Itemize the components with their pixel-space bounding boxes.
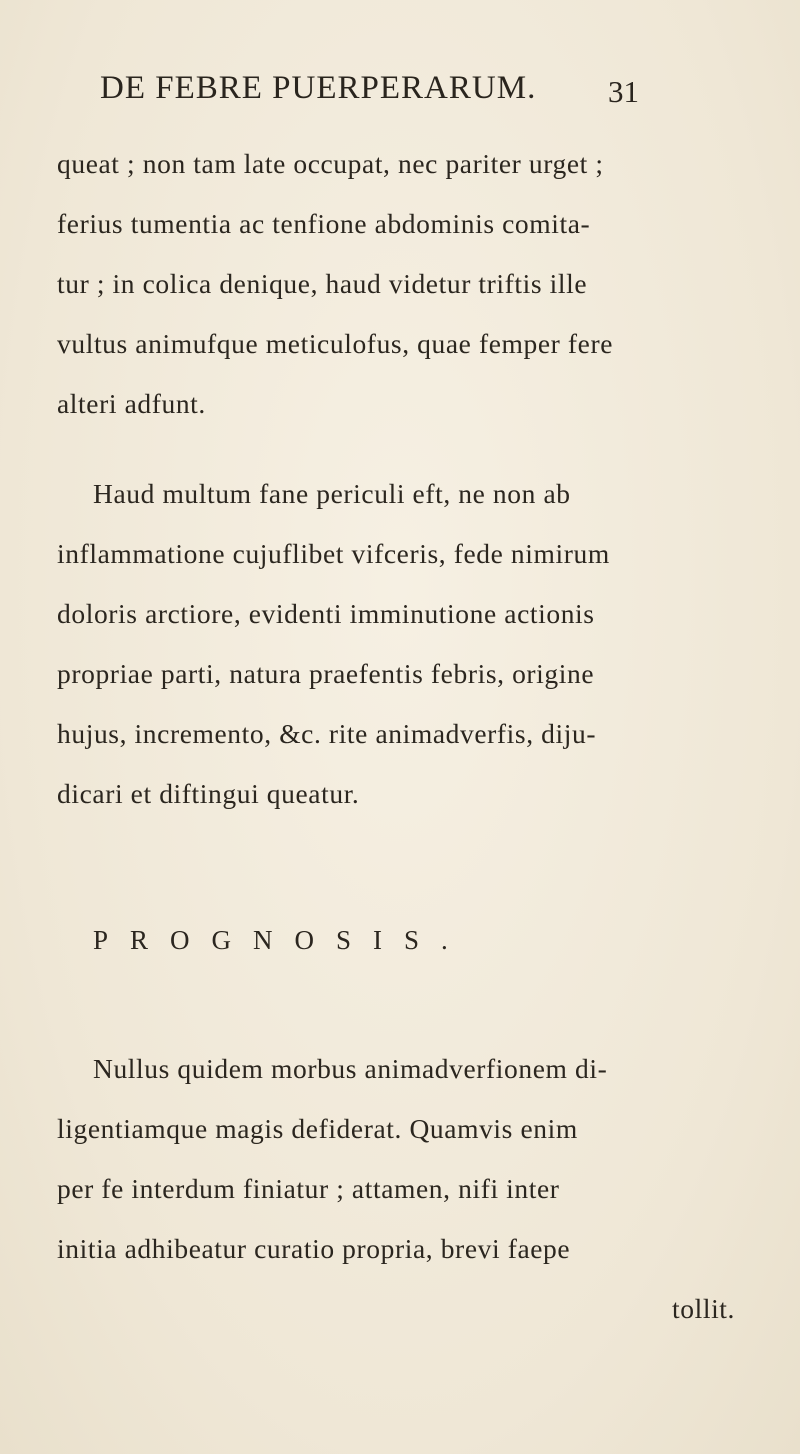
text-line: ligentiamque magis defiderat. Quamvis enim <box>57 1113 578 1144</box>
text-line: hujus, incremento, &c. rite animadverfis, diju- <box>57 718 597 749</box>
text-line: ferius tumentia ac tenfione abdominis comita- <box>57 208 591 239</box>
text-line: Nullus quidem morbus animadverfionem di- <box>93 1053 608 1084</box>
text-line: vultus animufque meticulofus, quae femper fere <box>57 328 614 359</box>
text-line: per fe interdum finiatur ; attamen, nifi inter <box>57 1173 560 1204</box>
text-line: queat ; non tam late occupat, nec pariter urget ; <box>57 148 604 179</box>
text-line: tollit. <box>672 1293 736 1324</box>
text-line: initia adhibeatur curatio propria, brevi faepe <box>57 1233 571 1264</box>
page-number: 31 <box>608 74 639 109</box>
text-line: tur ; in colica denique, haud videtur triftis ille <box>57 268 588 299</box>
text-line: propriae parti, natura praefentis febris, origine <box>57 658 595 689</box>
text-line: Haud multum fane periculi eft, ne non ab <box>93 478 571 509</box>
text-line: inflammatione cujuflibet vifceris, fede nimirum <box>57 538 610 569</box>
section-heading: PROGNOSIS. <box>93 925 470 955</box>
text-line: dicari et diftingui queatur. <box>57 778 360 809</box>
running-head: DE FEBRE PUERPERARUM. <box>100 70 537 106</box>
text-line: doloris arctiore, evidenti imminutione actionis <box>57 598 595 629</box>
text-line: alteri adfunt. <box>57 388 206 419</box>
